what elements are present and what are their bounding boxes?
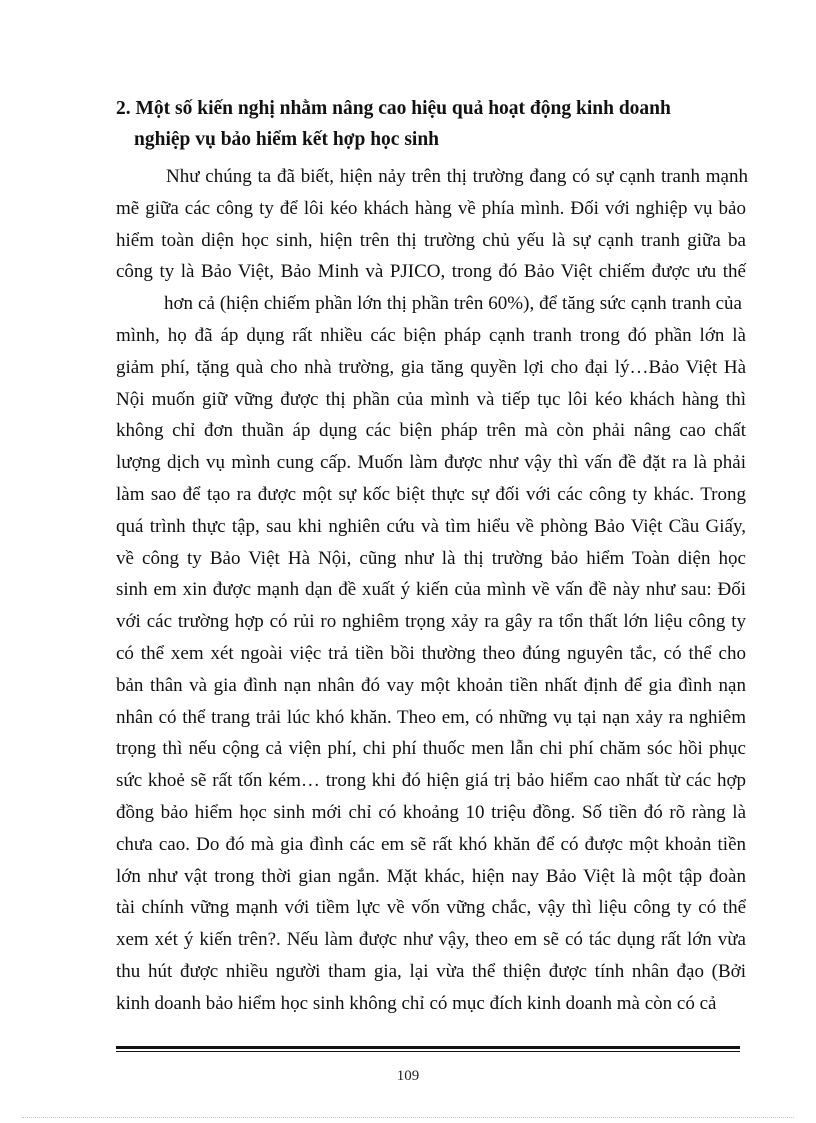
paragraph-line: hơn cả (hiện chiếm phần lớn thị phần trên 60%), để tăng sức cạnh tranh của	[164, 293, 742, 315]
paragraph-line: làm sao để tạo ra được một sự kốc biệt thực sự đối với các công ty khác. Trong	[116, 483, 746, 505]
paragraph-line: không chỉ đơn thuần áp dụng các biện pháp trên mà còn phải nâng cao chất	[116, 420, 746, 442]
paragraph-line: công ty là Bảo Việt, Bảo Minh và PJICO, trong đó Bảo Việt chiếm được ưu thế	[116, 261, 746, 283]
page-number: 109	[396, 1068, 420, 1084]
section-heading-line-1: 2. Một số kiến nghị nhằm nâng cao hiệu quả hoạt động kinh doanh	[116, 98, 671, 119]
paragraph-line: bản thân và gia đình nạn nhân đó vay một khoản tiền nhất định để gia đình nạn	[116, 674, 746, 696]
paragraph-line: nhân có thể trang trải lúc khó khăn. Theo em, có những vụ tại nạn xảy ra nghiêm	[116, 706, 746, 728]
paragraph-line: sinh em xin được mạnh dạn đề xuất ý kiến của mình về vấn đề này như sau: Đối	[116, 579, 746, 601]
paragraph-line: trọng thì nếu cộng cả viện phí, chi phí thuốc men lẫn chi phí chăm sóc hồi phục	[116, 738, 746, 760]
paragraph-line: xem xét ý kiến trên?. Nếu làm được như vậy, theo em sẽ có tác dụng rất lớn vừa	[116, 929, 746, 951]
paragraph-line: lượng dịch vụ mình cung cấp. Muốn làm được như vậy thì vấn đề đặt ra là phải	[116, 452, 746, 474]
paragraph-line: có thể xem xét ngoài việc trả tiền bồi thường theo đúng nguyên tắc, có thể cho	[116, 642, 746, 664]
footer-rule-thin	[116, 1051, 740, 1052]
paragraph-line: Nội muốn giữ vững được thị phần của mình và tiếp tục lôi kéo khách hàng thì	[116, 388, 746, 410]
paragraph-line: kinh doanh bảo hiểm học sinh không chỉ có mục đích kinh doanh mà còn có cả	[116, 992, 717, 1014]
paragraph-line: quá trình thực tập, sau khi nghiên cứu và tìm hiểu về phòng Bảo Việt Cầu Giấy,	[116, 515, 746, 537]
paragraph-line: tài chính vững mạnh với tiềm lực về vốn vững chắc, vậy thì liệu công ty có thể	[116, 897, 746, 919]
paragraph-line: mình, họ đã áp dụng rất nhiều các biện pháp cạnh tranh trong đó phần lớn là	[116, 324, 746, 346]
paragraph-line: lớn như vật trong thời gian ngắn. Mặt khác, hiện nay Bảo Việt là một tập đoàn	[116, 865, 746, 887]
page-bottom-border	[22, 1117, 794, 1118]
paragraph-line: thu hút được nhiều người tham gia, lại vừa thể thiện được tính nhân đạo (Bởi	[116, 960, 746, 982]
body-paragraph	[116, 161, 748, 1020]
paragraph-line: mẽ giữa các công ty để lôi kéo khách hàng về phía mình. Đối với nghiệp vụ bảo	[116, 197, 746, 219]
paragraph-line: hiểm toàn diện học sinh, hiện trên thị trường chủ yếu là sự cạnh tranh giữa ba	[116, 229, 746, 251]
paragraph-line: đồng bảo hiểm học sinh mới chỉ có khoảng 10 triệu đồng. Số tiền đó rõ ràng là	[116, 801, 746, 823]
paragraph-line: về công ty Bảo Việt Hà Nội, cũng như là thị trường bảo hiểm Toàn diện học	[116, 547, 746, 569]
paragraph-line: với các trường hợp có rủi ro nghiêm trọng xảy ra gây ra tổn thất lớn liệu công ty	[116, 611, 746, 633]
paragraph-line: sức khoẻ sẽ rất tốn kém… trong khi đó hiện giá trị bảo hiểm cao nhất từ các hợp	[116, 770, 746, 792]
paragraph-line: Như chúng ta đã biết, hiện nảy trên thị trường đang có sự cạnh tranh mạnh	[166, 166, 748, 187]
paragraph-line: chưa cao. Do đó mà gia đình các em sẽ rất khó khăn để có được một khoản tiền	[116, 833, 746, 855]
footer-rule	[116, 1046, 740, 1052]
paragraph-line: giảm phí, tặng quà cho nhà trường, gia tăng quyền lợi cho đại lý…Bảo Việt Hà	[116, 356, 746, 378]
section-heading-line-2: nghiệp vụ bảo hiểm kết hợp học sinh	[134, 129, 440, 150]
